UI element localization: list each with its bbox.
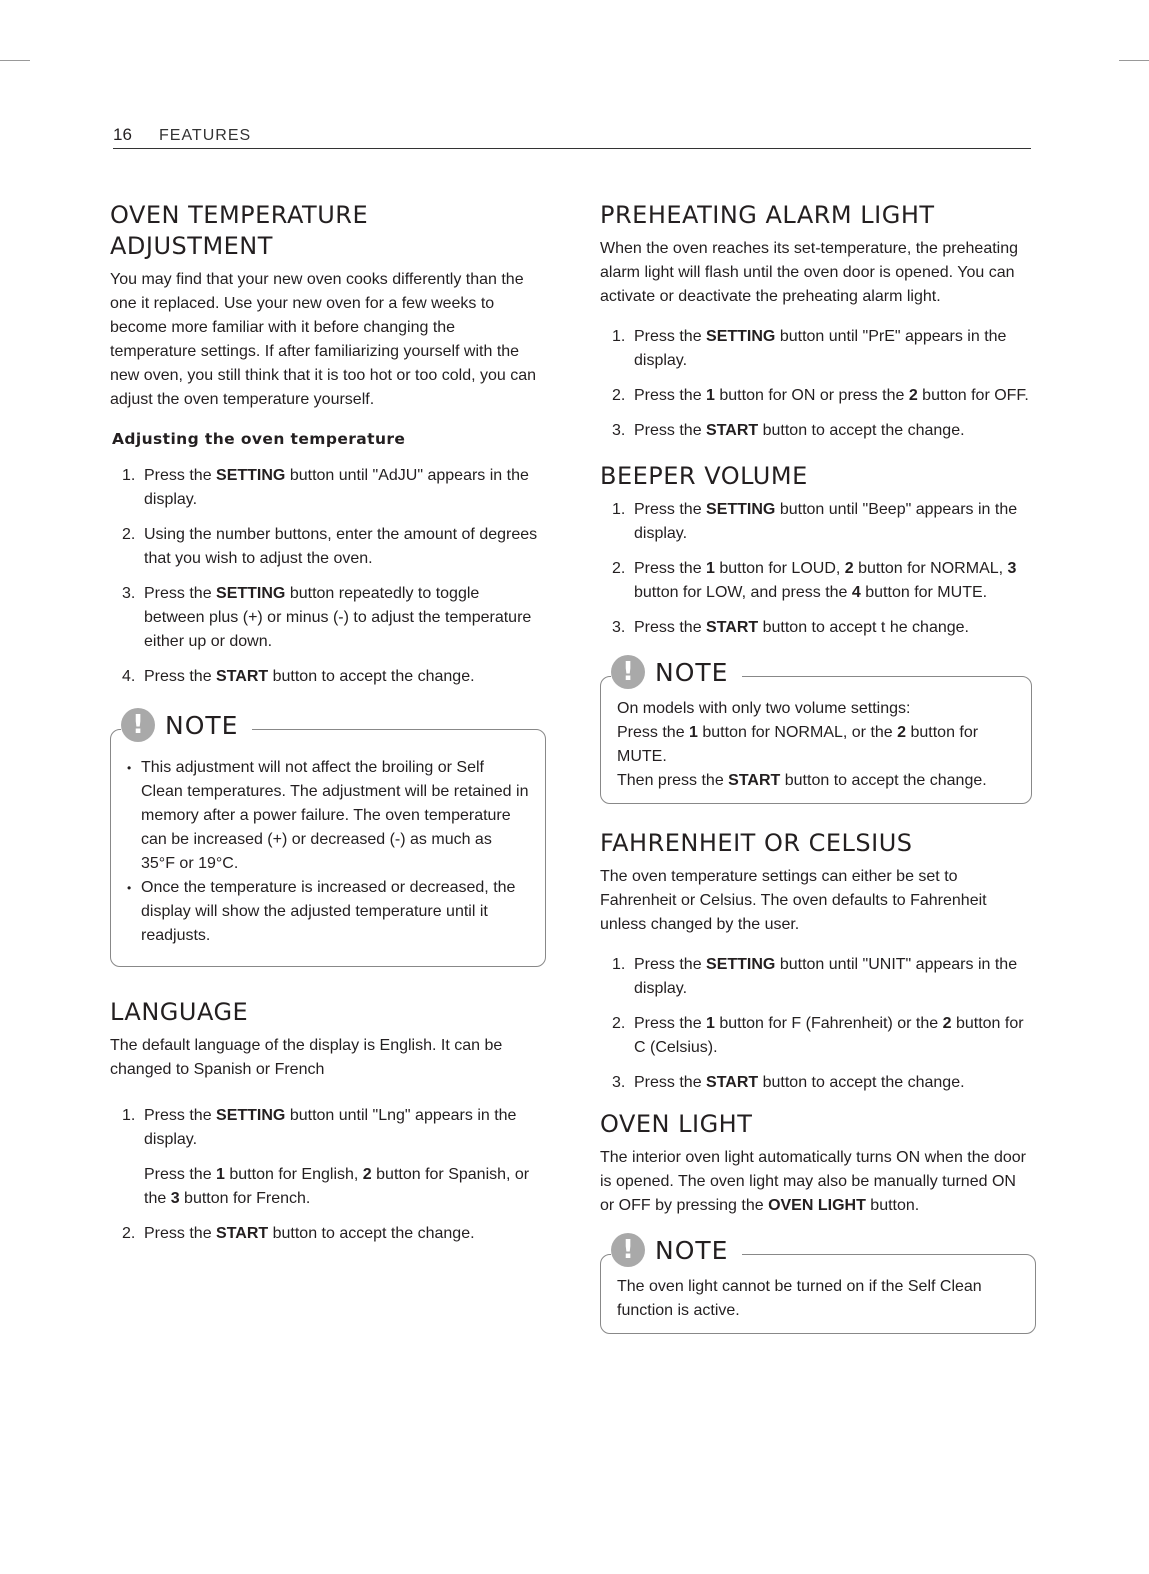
step-text: Press the [634,619,707,636]
button-name: 4 [851,584,861,601]
fahrenheit-heading: FAHRENHEIT OR CELSIUS [600,829,913,857]
step-text: Press the [634,387,707,404]
button-name: 1 [706,560,715,577]
fahrenheit-section [600,828,1030,1095]
list-item [110,1104,540,1211]
note-bullet: • Once the temperature is increased or decreased, the display will show the adjusted temperature until it readjusts. [127,876,529,948]
language-section [110,997,540,1246]
list-item [600,1012,1030,1060]
step-text: button to accept the change. [758,1074,965,1091]
list-item [600,498,1030,546]
exclamation-icon: ! [611,655,645,689]
step-number: 2. [122,526,136,543]
button-name: 3 [170,1190,180,1207]
step-text: button for French. [179,1190,311,1207]
oven-light-section [600,1109,1030,1334]
preheat-intro: When the oven reaches its set-temperature, the preheating alarm light will flash until the oven door is opened. You can activate or deactivate the preheating alarm light. [600,240,1019,305]
crop-mark-right [1119,60,1149,61]
language-intro: The default language of the display is English. It can be changed to Spanish or French [110,1037,503,1078]
beeper-heading: BEEPER VOLUME [600,462,808,490]
left-column [110,200,540,1257]
list-item [110,523,540,571]
step-number: 3. [612,422,626,439]
button-name: SETTING [706,501,776,518]
step-text: Press the [144,1225,217,1242]
oven-temp-heading [110,200,540,262]
list-item [110,464,540,512]
oven-light-heading: OVEN LIGHT [600,1110,753,1138]
step-text: button until "Beep" appears in the display. [634,501,1018,542]
step-text: button for ON or press the [714,387,909,404]
step-text: button to accept the change. [268,668,475,685]
button-name: 2 [908,387,918,404]
button-name: 1 [216,1166,225,1183]
step-number: 1. [122,467,136,484]
step-text: button for MUTE. [860,584,988,601]
note-label: NOTE [165,710,239,740]
note-header [611,655,742,689]
note-text-part: button for MUTE. [617,724,979,765]
button-name: 2 [942,1015,952,1032]
step-text: Press the [634,501,707,518]
step-number: 2. [122,1225,136,1242]
list-item [600,616,1030,640]
step-number: 1. [612,328,626,345]
button-name: START [706,1074,759,1091]
note-text-part: button to accept the change. [780,772,987,789]
list-item [600,557,1030,605]
language-steps [110,1104,540,1246]
note-label: NOTE [655,1235,729,1265]
oven-temp-section [110,200,540,967]
step-text: Press the [144,585,217,602]
step-text: Press the [634,956,707,973]
list-item [600,325,1030,373]
step-text: button repeatedly to toggle between plus (+) or minus (-) to adjust the temperature either up or down. [144,585,532,650]
list-item [110,1222,540,1246]
beeper-note [600,657,1032,804]
button-name: 1 [706,1015,715,1032]
button-name: OVEN LIGHT [768,1197,866,1214]
step-text: Press the [144,467,217,484]
step-text: button for C (Celsius). [634,1015,1024,1056]
intro-text: The interior oven light automatically turns ON when the door is opened. The oven light may also be manually turned ON or OFF by pressing the [600,1149,1026,1214]
button-name: 2 [362,1166,372,1183]
button-name: 1 [706,387,715,404]
button-name: START [706,619,759,636]
note-text: On models with only two volume settings: [617,700,911,717]
step-text: button until "AdJU" appears in the display. [144,467,529,508]
step-text: Press the [144,1107,217,1124]
beeper-steps [600,498,1030,640]
exclamation-icon: ! [611,1233,645,1267]
beeper-section [600,461,1030,804]
step-number: 3. [612,619,626,636]
note-text [617,721,1015,769]
oven-temp-subheading: Adjusting the oven temperature [112,430,406,448]
step-text: Press the [144,668,217,685]
note-header [121,708,252,742]
button-name: 2 [897,724,907,741]
step-number: 3. [122,585,136,602]
note-text-part: Then press the [617,772,729,789]
button-name: 1 [689,724,698,741]
page-number: 16 [113,125,132,144]
note-label: NOTE [655,657,729,687]
step-text: button until "UNIT" appears in the display. [634,956,1018,997]
step-text: button until "PrE" appears in the display. [634,328,1007,369]
button-name: START [216,1225,269,1242]
note-header [611,1233,742,1267]
step-number: 1. [612,501,626,518]
preheat-steps [600,325,1030,443]
button-name: START [216,668,269,685]
fahrenheit-steps [600,953,1030,1095]
note-text-part: button for NORMAL, or the [697,724,898,741]
list-item [600,953,1030,1001]
step-text: button to accept t he change. [758,619,969,636]
list-item [110,582,540,654]
note-bullet: • This adjustment will not affect the broiling or Self Clean temperatures. The adjustment will be retained in memory after a power failure. The oven temperature can be increased (+) or decreased (-) as much as 35°F or 19°C. [127,756,529,876]
button-name: 2 [844,560,854,577]
button-name: 3 [1007,560,1017,577]
oven-light-note [600,1235,1036,1334]
button-name: SETTING [216,1107,286,1124]
step-text: button for OFF. [917,387,1029,404]
oven-temp-intro: You may find that your new oven cooks differently than the one it replaced. Use your new oven for a few weeks to become more familiar with it before changing the temperature settings. If after familiarizing yourself with the new oven, you still think that it is too hot or too cold, you can adjust the oven temperature yourself. [110,271,537,408]
crop-mark-left [0,60,30,61]
step-text: Press the [634,1074,707,1091]
step-text: button for Spanish, or the [144,1166,530,1207]
step-text: Press the [634,328,707,345]
note-text: The oven light cannot be turned on if the Self Clean function is active. [617,1278,982,1319]
exclamation-icon: ! [121,708,155,742]
step-number: 2. [612,560,626,577]
step-number: 1. [612,956,626,973]
oven-temp-steps [110,464,540,689]
button-name: SETTING [706,328,776,345]
list-item [600,419,1030,443]
step-text: button for NORMAL, [853,560,1008,577]
fahrenheit-intro: The oven temperature settings can either be set to Fahrenheit or Celsius. The oven defaults to Fahrenheit unless changed by the user. [600,868,987,933]
step-number: 4. [122,668,136,685]
list-item [600,1071,1030,1095]
button-name: SETTING [216,467,286,484]
list-item [110,665,540,689]
oven-light-intro [600,1146,1030,1218]
list-item [600,384,1030,408]
right-column [600,200,1030,1334]
intro-text: button. [865,1197,920,1214]
step-text: button to accept the change. [268,1225,475,1242]
note-text-part: Press the [617,724,690,741]
preheat-heading: PREHEATING ALARM LIGHT [600,201,935,229]
step-text: button to accept the change. [758,422,965,439]
button-name: SETTING [216,585,286,602]
step-text: Press the [144,1166,217,1183]
step-text: Using the number buttons, enter the amount of degrees that you wish to adjust the oven. [144,526,538,567]
step-text: button until "Lng" appears in the display. [144,1107,517,1148]
step-text: button for English, [224,1166,363,1183]
language-heading: LANGUAGE [110,998,249,1026]
step-number: 1. [122,1107,136,1124]
oven-temp-note [110,710,546,967]
step-text: Press the [634,1015,707,1032]
page-header [113,124,1031,149]
step-text: button for LOUD, [714,560,845,577]
step-text: Press the [634,422,707,439]
step-number: 2. [612,1015,626,1032]
button-name: SETTING [706,956,776,973]
step-number: 3. [612,1074,626,1091]
note-text [617,769,1015,793]
section-title: FEATURES [159,127,252,144]
step-extra [144,1163,540,1211]
button-name: START [706,422,759,439]
heading-line-2: ADJUSTMENT [110,232,273,260]
step-text: Press the [634,560,707,577]
heading-line-1: OVEN TEMPERATURE [110,201,369,229]
button-name: START [728,772,781,789]
step-text: button for F (Fahrenheit) or the [714,1015,943,1032]
step-number: 2. [612,387,626,404]
step-text: button for LOW, and press the [634,584,852,601]
preheat-section [600,200,1030,443]
